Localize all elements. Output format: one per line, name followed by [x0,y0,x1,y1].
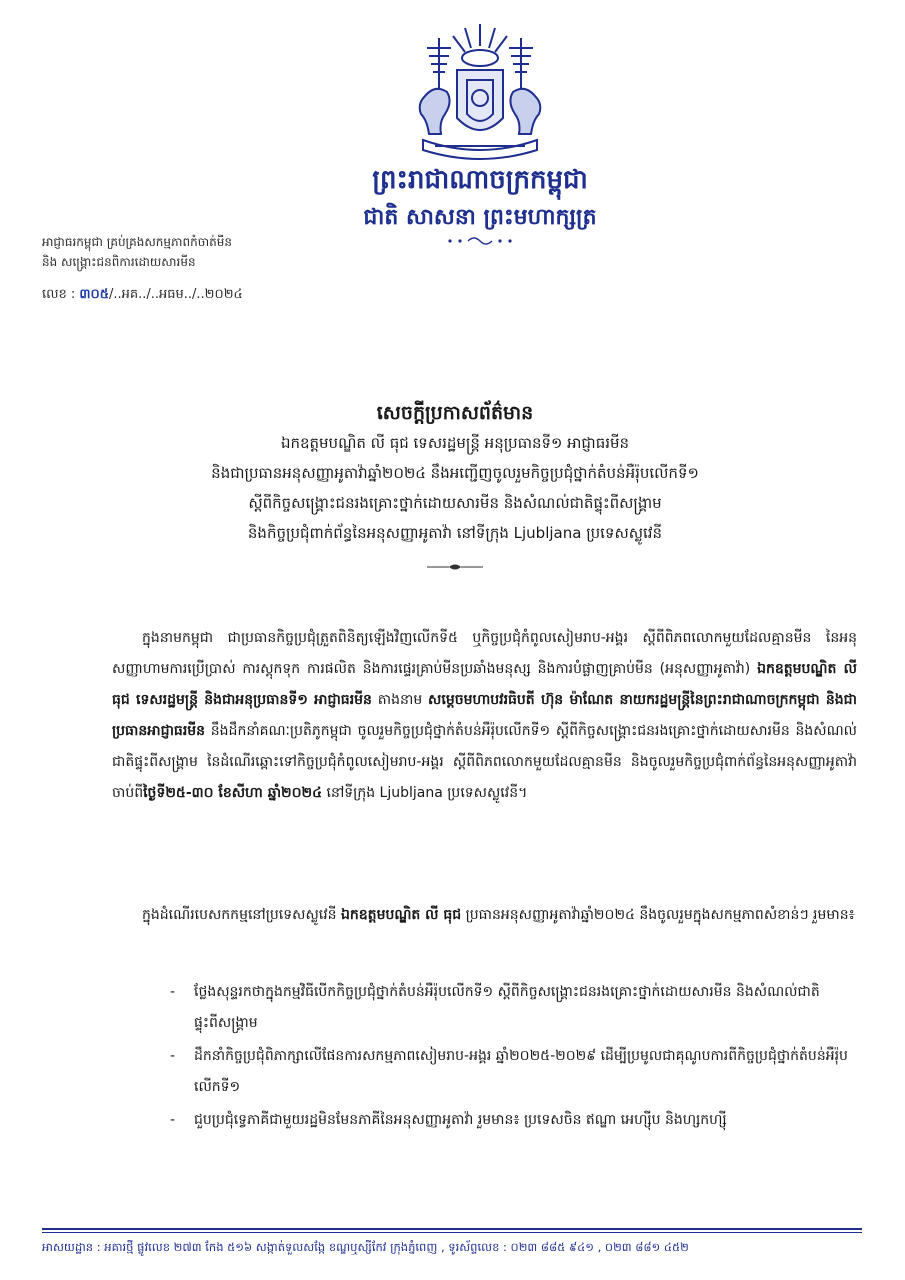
p1-text-c: នឹងដឹកនាំគណៈប្រតិភូកម្ពុជា ចូលរួមកិច្ចប្រជុំថ្នាក់តំបន់អឺរ៉ុបលើកទី១ ស្តីពីកិច្ចសង្គ្រោះជនរងគ្រោះថ្នាក់ដោយសារមីន និងសំណល់ជាតិផ្ទុះពីសង្គ្រាម នៃដំណើរឆ្ពោះទៅកិច្ចប្រជុំកំពូលសៀមរាប-អង្គរ ស្តីពីពិភពលោកមួយដែលគ្មានមីន និងចូលរួមកិច្ចប្រជុំពាក់ព័ន្ធនៃអនុសញ្ញាអូតាវ៉ា ចាប់ពី [112,723,857,801]
subtitle-line-1: ឯកឧត្តមបណ្ឌិត លី ធុជ ទេសរដ្ឋមន្ត្រី អនុប្រធានទី១ អាជ្ញាធរមីន [280,434,630,452]
list-item: - ដឹកនាំកិច្ចប្រជុំពិភាក្សាលើផែនការសកម្មភាពសៀមរាប-អង្គរ ឆ្នាំ២០២៥-២០២៩ ដើម្បីប្រមូលជាគុណូបការពីកិច្ចប្រជុំថ្នាក់តំបន់អឺរ៉ុបលើកទី១ [170,1048,848,1095]
national-motto: ជាតិ សាសនា ព្រះមហាក្សត្រ [363,205,597,230]
reference-label: លេខ : [42,287,76,302]
royal-coat-of-arms-icon [405,18,555,166]
issuer-line-1: អាជ្ញាធរកម្ពុជា គ្រប់គ្រងសកម្មភាពកំចាត់មីន [42,235,232,249]
list-item-text: ជួបប្រជុំទ្វេភាគីជាមួយរដ្ឋមិនមែនភាគីនៃអនុសញ្ញាអូតាវ៉ា រួមមាន៖ ប្រទេសចិន ឥណ្ឌា អេហ្ស៊ីប និងហ្សកហ្ស៊ី [194,1112,727,1128]
paragraph-1 [112,623,857,809]
paragraph-2 [112,900,857,931]
p1-text-a: ក្នុងនាមកម្ពុជា ជាប្រធានកិច្ចប្រជុំត្រួតពិនិត្យឡើងវិញលើកទី៥ ឬកិច្ចប្រជុំកំពូលសៀមរាប-អង្គរ ស្តីពីពិភពលោកមួយដែលគ្មានមីន នៃអនុសញ្ញាហាមការប្រើប្រាស់ ការស្តុកទុក ការផលិត និងការផ្ទេរគ្រាប់មីនប្រឆាំងមនុស្ស និងការបំផ្លាញគ្រាប់មីន (អនុសញ្ញាអូតាវ៉ា) [112,630,857,677]
kingdom-name: ព្រះរាជាណាចក្រកម្ពុជា [372,165,588,195]
list-item-text: ថ្លែងសុន្ទរកថាក្នុងកម្មវិធីបើកកិច្ចប្រជុំថ្នាក់តំបន់អឺរ៉ុបលើកទី១ ស្តីពីកិច្ចសង្គ្រោះជនរងគ្រោះថ្នាក់ដោយសារមីន និងសំណល់ជាតិផ្ទុះពីសង្គ្រាម [194,984,820,1031]
title-block [60,398,850,572]
document-title: សេចក្តីប្រកាសព័ត៌មាន [376,402,534,424]
p1-text-b: តាងនាម [371,692,429,708]
reference-number [42,286,362,305]
list-item: - ថ្លែងសុន្ទរកថាក្នុងកម្មវិធីបើកកិច្ចប្រជុំថ្នាក់តំបន់អឺរ៉ុបលើកទី១ ស្តីពីកិច្ចសង្គ្រោះជនរងគ្រោះថ្នាក់ដោយសារមីន និងសំណល់ជាតិផ្ទុះពីសង្គ្រាម [170,984,820,1031]
subtitle-line-4: និងកិច្ចប្រជុំពាក់ព័ន្ធនៃអនុសញ្ញាអូតាវ៉ា នៅទីក្រុង Ljubljana ប្រទេសស្លូវេនី [247,524,663,542]
reference-handwritten: ៣០៥ [79,287,109,302]
footer-rule-thin [42,1232,862,1233]
subtitle-line-3: ស្តីពីកិច្ចសង្គ្រោះជនរងគ្រោះថ្នាក់ដោយសារមីន និងសំណល់ជាតិផ្ទុះពីសង្គ្រាម [248,494,662,512]
issuer-block [42,232,292,272]
list-item-text: ដឹកនាំកិច្ចប្រជុំពិភាក្សាលើផែនការសកម្មភាពសៀមរាប-អង្គរ ឆ្នាំ២០២៥-២០២៩ ដើម្បីប្រមូលជាគុណូបការពីកិច្ចប្រជុំថ្នាក់តំបន់អឺរ៉ុបលើកទី១ [194,1048,848,1095]
p1-prime-minister: សម្តេចមហាបវរធិបតី ហ៊ុន ម៉ាណែត នាយករដ្ឋមន្ត្រីនៃព្រះរាជាណាចក្រកម្ពុជា និងជាប្រធានអាជ្ញាធរមីន [112,692,857,739]
reference-rest: /..អគ../..អធម../..២០២៤ [108,287,243,302]
subtitle-line-2: និងជាប្រធានអនុសញ្ញាអូតាវ៉ាឆ្នាំ២០២៤ នឹងអញ្ជើញចូលរួមកិច្ចប្រជុំថ្នាក់តំបន់អឺរ៉ុបលើកទី១ [211,464,699,482]
p1-date: ថ្ងៃទី២៥-៣០ ខែសីហា ឆ្នាំ២០២៤ [143,785,323,801]
p2-text-a: ក្នុងដំណើរបេសកកម្មនៅប្រទេសស្លូវេនី [142,907,342,923]
activity-list [170,977,860,1138]
footer-rule [42,1228,862,1230]
list-item: - ជួបប្រជុំទ្វេភាគីជាមួយរដ្ឋមិនមែនភាគីនៃអនុសញ្ញាអូតាវ៉ា រួមមាន៖ ប្រទេសចិន ឥណ្ឌា អេហ្ស៊ីប និងហ្សកហ្ស៊ី [170,1112,727,1128]
p1-official-name: ឯកឧត្តមបណ្ឌិត លី ធុជ ទេសរដ្ឋមន្ត្រី និងជាអនុប្រធានទី១ អាជ្ញាធរមីន [112,661,857,708]
ornament-divider-icon [430,235,530,247]
p2-text-b: ប្រធានអនុសញ្ញាអូតាវ៉ាឆ្នាំ២០២៤ នឹងចូលរួមក្នុងសកម្មភាពសំខាន់ៗ រួមមាន៖ [461,907,855,923]
footer-address: អាសយដ្ឋាន : អគារថ្មី ផ្លូវលេខ ២៧៣ កែង ៥១៦ សង្កាត់ទួលសង្កែ ខណ្ឌឬស្សីកែវ ក្រុងភ្នំពេញ , ទូរស័ព្ទលេខ : ០២៣ ៨៨៥ ៩៤១ , ០២៣ ៨៨១ ៤៥២ [42,1240,689,1254]
issuer-line-2: និង សង្គ្រោះជនពិការដោយសារមីន [42,255,196,269]
p1-text-d: នៅទីក្រុង Ljubljana ប្រទេសស្លូវេនី។ [322,785,528,801]
title-divider-icon [425,562,485,572]
p2-official-name: ឯកឧត្តមបណ្ឌិត លី ធុជ [341,907,462,923]
